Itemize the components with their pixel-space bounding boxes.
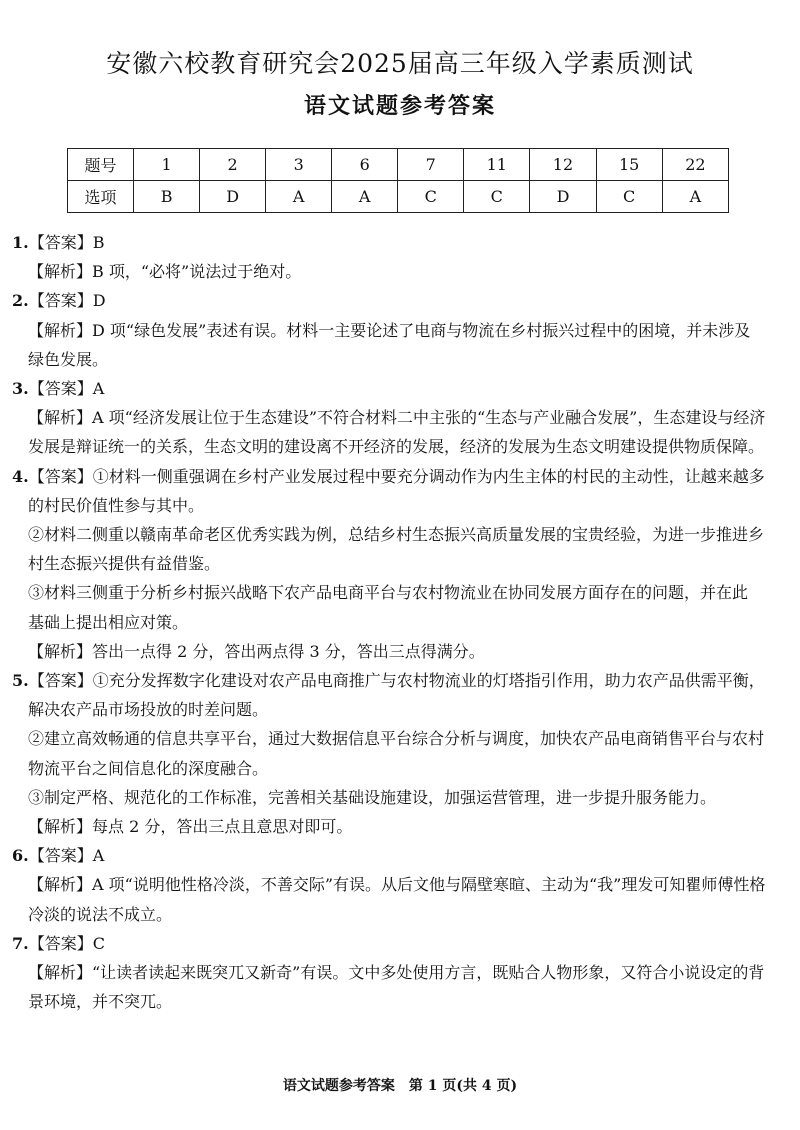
answer-text: 【答案】D: [28, 291, 106, 311]
explanation-line: ②材料二侧重以赣南革命老区优秀实践为例，总结乡村生态振兴高质量发展的宝贵经验，为进一步推进乡: [28, 525, 765, 545]
explanation-line: 【解析】D 项“绿色发展”表述有误。材料一主要论述了电商与物流在乡村振兴过程中的困境，并未涉及: [28, 320, 751, 340]
option-cell: A: [266, 181, 332, 213]
answer-table: [67, 148, 729, 213]
question-number: 2.: [12, 291, 29, 311]
question-number: 5.: [12, 671, 29, 691]
question-number-cell: 2: [200, 149, 266, 181]
question-answer-line: [12, 929, 784, 958]
explanation-line: 解决农产品市场投放的时差问题。: [28, 700, 269, 720]
explanation-line: ②建立高效畅通的信息共享平台，通过大数据信息平台综合分析与调度，加快农产品电商销售平台与农村: [28, 729, 765, 749]
explanation-line: 【解析】B 项，“必将”说法过于绝对。: [28, 262, 302, 282]
page-footer: 语文试题参考答案 第 1 页(共 4 页): [282, 1078, 518, 1094]
question-number: 3.: [12, 379, 29, 399]
question-number-cell: 11: [464, 149, 530, 181]
explanation-line: ③制定严格、规范化的工作标准，完善相关基础设施建设，加强运营管理，进一步提升服务能力。: [28, 787, 717, 807]
option-cell: C: [596, 181, 662, 213]
explanation-line: 的村民价值性参与其中。: [28, 495, 205, 515]
option-cell: C: [398, 181, 464, 213]
question-number: 7.: [12, 933, 29, 953]
question-number-cell: 3: [266, 149, 332, 181]
answer-text: 【答案】C: [28, 933, 105, 953]
answer-text: 【答案】A: [28, 379, 105, 399]
question-number-cell: 7: [398, 149, 464, 181]
explanation-line: 村生态振兴提供有益借鉴。: [28, 554, 221, 574]
page-subtitle: 语文试题参考答案: [303, 93, 496, 119]
question-number: 4.: [12, 466, 29, 486]
question-answer-line: [12, 374, 784, 403]
row-header: 选项: [68, 181, 134, 213]
explanation-line: 景环境，并不突兀。: [28, 992, 173, 1012]
explanation-line: ③材料三侧重于分析乡村振兴战略下农产品电商平台与农村物流业在协同发展方面存在的问题，并在此: [28, 583, 749, 603]
explanation-line: 发展是辩证统一的关系，生态文明的建设离不开经济的发展，经济的发展为生态文明建设提供物质保障。: [28, 437, 765, 457]
question-number-cell: 15: [596, 149, 662, 181]
option-cell: B: [134, 181, 200, 213]
answer-text: 【答案】B: [28, 233, 105, 252]
option-cell: A: [662, 181, 728, 213]
answer-explanations: [12, 228, 784, 1016]
row-header: 题号: [68, 149, 134, 181]
question-number-cell: 22: [662, 149, 728, 181]
explanation-line: 【解析】A 项“说明他性格冷淡，不善交际”有误。从后文他与隔壁寒暄、主动为“我”理发可知瞿师傅性格: [28, 875, 766, 895]
question-number-cell: 6: [332, 149, 398, 181]
question-number-cell: 1: [134, 149, 200, 181]
answer-text: 【答案】①材料一侧重强调在乡村产业发展过程中要充分调动作为内生主体的村民的主动性，让越来越多: [28, 466, 765, 486]
explanation-line: 【解析】“让读者读起来既突兀又新奇”有误。文中多处使用方言，既贴合人物形象，又符合小说设定的背: [28, 963, 765, 983]
explanation-line: 基础上提出相应对策。: [28, 612, 189, 632]
answer-text: 【答案】A: [28, 846, 105, 866]
question-answer-line: [12, 286, 784, 315]
table-row: [68, 149, 729, 181]
answer-text: 【答案】①充分发挥数字化建设对农产品电商推广与农村物流业的灯塔指引作用，助力农产品供需平衡，: [28, 671, 765, 691]
question-number-cell: 12: [530, 149, 596, 181]
option-cell: C: [464, 181, 530, 213]
question-answer-line: [12, 228, 784, 257]
question-number: 1.: [12, 233, 29, 252]
explanation-line: 【解析】每点 2 分，答出三点且意思对即可。: [28, 817, 353, 837]
explanation-line: 绿色发展。: [28, 349, 109, 369]
explanation-line: 【解析】A 项“经济发展让位于生态建设”不符合材料二中主张的“生态与产业融合发展”，生态建设与经济: [28, 408, 766, 428]
question-number: 6.: [12, 846, 29, 866]
question-answer-line: [12, 841, 784, 870]
question-answer-line: [12, 462, 784, 491]
explanation-line: 【解析】答出一点得 2 分，答出两点得 3 分，答出三点得满分。: [28, 641, 485, 661]
page-title: 安徽六校教育研究会2025届高三年级入学素质测试: [106, 49, 694, 78]
option-cell: D: [530, 181, 596, 213]
table-row: [68, 181, 729, 213]
explanation-line: 冷淡的说法不成立。: [28, 904, 173, 924]
question-answer-line: [12, 666, 784, 695]
explanation-line: 物流平台之间信息化的深度融合。: [28, 758, 269, 778]
option-cell: A: [332, 181, 398, 213]
option-cell: D: [200, 181, 266, 213]
